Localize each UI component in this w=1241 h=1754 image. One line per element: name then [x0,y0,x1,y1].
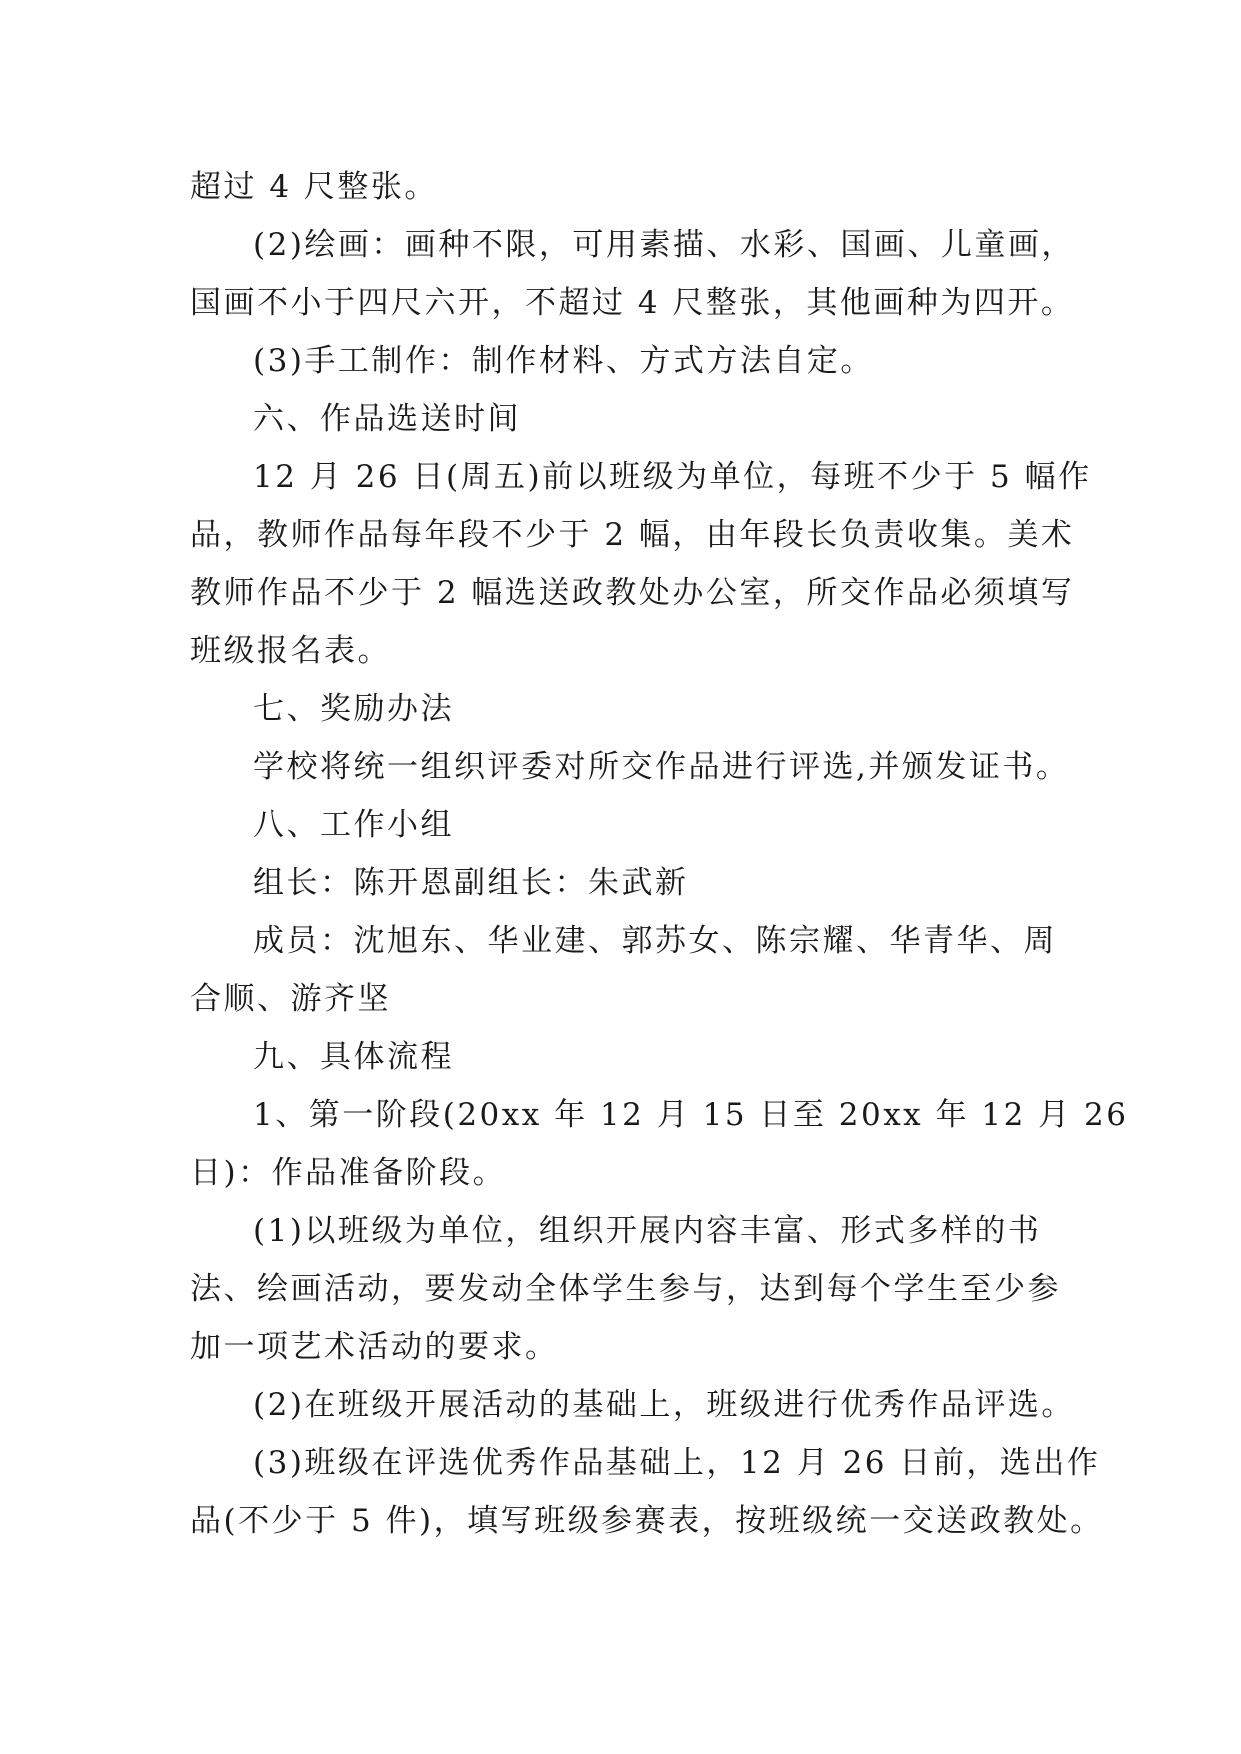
text-line: 教师作品不少于 2 幅选送政教处办公室，所交作品必须填写 [190,575,1075,611]
text-line: (1)以班级为单位，组织开展内容丰富、形式多样的书 [253,1213,1042,1249]
text-line: 日)：作品准备阶段。 [190,1155,507,1191]
text-line: 国画不小于四尺六开，不超过 4 尺整张，其他画种为四开。 [190,285,1075,321]
section-heading: 六、作品选送时间 [253,401,521,437]
text-line: 品，教师作品每年段不少于 2 幅，由年段长负责收集。美术 [190,517,1075,553]
text-line: (2)绘画：画种不限，可用素描、水彩、国画、儿童画， [253,227,1075,263]
text-line: (3)班级在评选优秀作品基础上，12 月 26 日前，选出作 [253,1445,1101,1481]
text-line: 法、绘画活动，要发动全体学生参与，达到每个学生至少参 [190,1271,1061,1307]
text-line: 合顺、游齐坚 [190,981,391,1017]
text-line: 成员：沈旭东、华业建、郭苏女、陈宗耀、华青华、周 [253,923,1057,959]
text-line: (3)手工制作：制作材料、方式方法自定。 [253,343,874,379]
text-line: 班级报名表。 [190,633,391,669]
section-heading: 七、奖励办法 [253,691,454,727]
document-body [190,158,1129,1550]
text-line: 学校将统一组织评委对所交作品进行评选,并颁发证书。 [253,749,1070,785]
text-line: 加一项艺术活动的要求。 [190,1329,559,1365]
text-line: 12 月 26 日(周五)前以班级为单位，每班不少于 5 幅作 [253,459,1092,495]
section-heading: 八、工作小组 [253,807,454,843]
text-line: 品(不少于 5 件)，填写班级参赛表，按班级统一交送政教处。 [190,1503,1104,1539]
text-line: (2)在班级开展活动的基础上，班级进行优秀作品评选。 [253,1387,1075,1423]
text-line: 1、第一阶段(20xx 年 12 月 15 日至 20xx 年 12 月 26 [253,1097,1129,1133]
section-heading: 九、具体流程 [253,1039,454,1075]
text-line: 组长：陈开恩副组长：朱武新 [253,865,689,901]
text-line: 超过 4 尺整张。 [190,169,438,205]
